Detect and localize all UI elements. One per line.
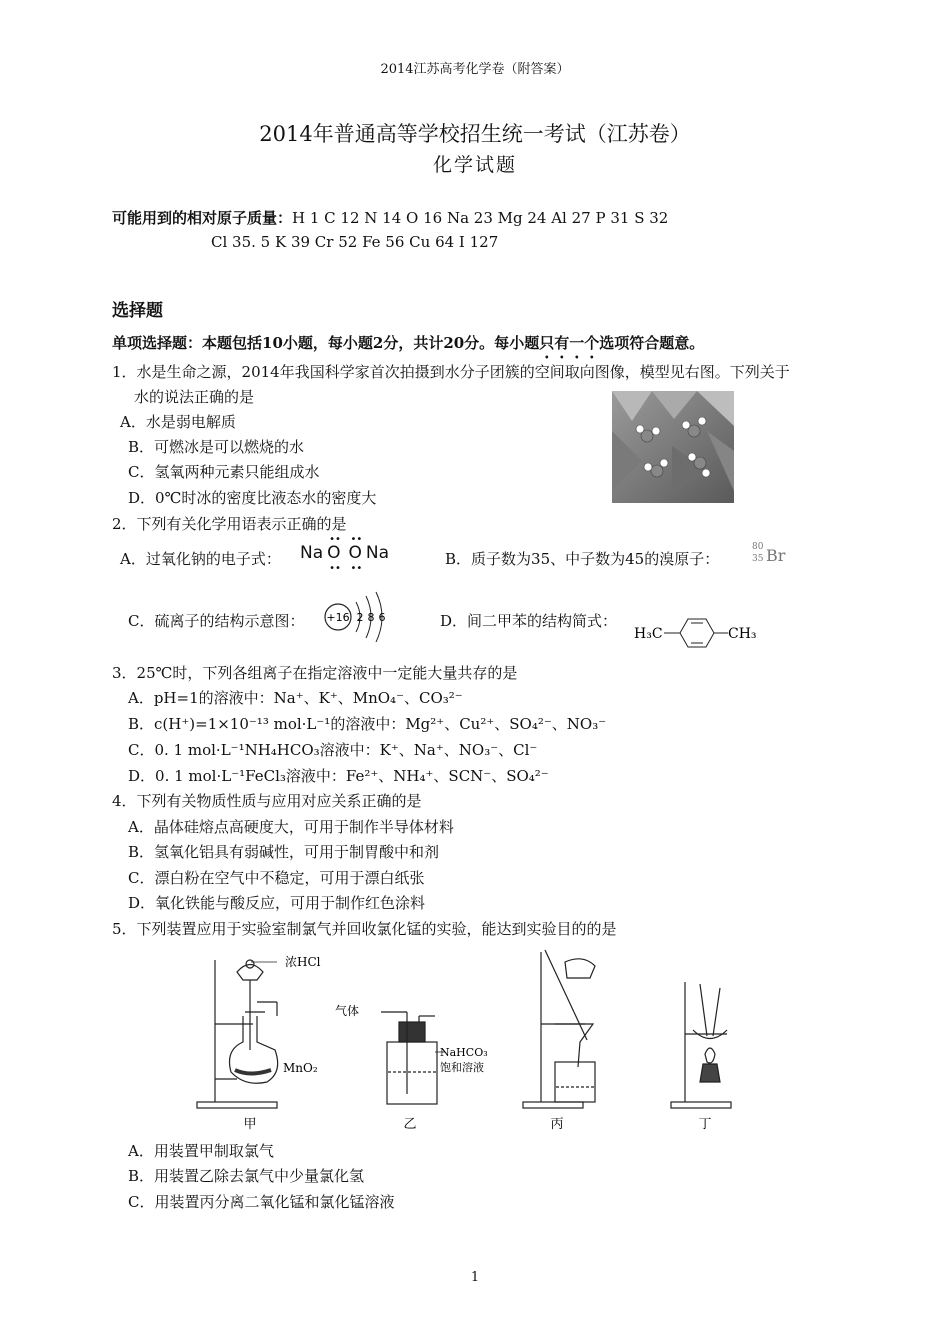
apparatus-jia [197, 960, 278, 1108]
q2-stem: 2．下列有关化学用语表示正确的是 [112, 515, 347, 533]
apparatus-yi [381, 1012, 445, 1104]
label-nahco3: NaHCO₃ [440, 1046, 488, 1059]
instructions-tail: 选项符合题意。 [599, 334, 705, 352]
sulfur-ion-structure-diagram [320, 590, 395, 642]
instructions-main: 单项选择题：本题包括10小题，每小题2分，共计20分。每小题 [112, 334, 540, 352]
label-hcl: 浓HCl [285, 955, 321, 969]
q5-option-c: C．用装置丙分离二氧化锰和氯化锰溶液 [128, 1193, 395, 1211]
shell-3: 6 [378, 611, 386, 624]
caption-bing: 丙 [550, 1117, 564, 1132]
q1-option-a: A．水是弱电解质 [120, 413, 236, 431]
q2-option-c: C．硫离子的结构示意图： [128, 612, 305, 630]
atomic-mass-line1 [112, 207, 668, 228]
na-left: Na [300, 543, 324, 563]
methyl-left: H₃C [634, 626, 663, 642]
instructions-emphasis: 只有一个 [539, 334, 600, 352]
shell-1: 2 [356, 611, 364, 624]
q3-option-c: C．0. 1 mol·L⁻¹NH₄HCO₃溶液中：K⁺、Na⁺、NO₃⁻、Cl⁻ [128, 741, 538, 759]
q5-stem: 5．下列装置应用于实验室制氯气并回收氯化锰的实验，能达到实验目的的是 [112, 920, 617, 938]
page-header: 2014江苏高考化学卷（附答案） [380, 62, 570, 77]
caption-yi: 乙 [403, 1117, 417, 1132]
exam-title: 2014年普通高等学校招生统一考试（江苏卷） [259, 122, 691, 146]
q4-option-c: C．漂白粉在空气中不稳定，可用于漂白纸张 [128, 869, 425, 887]
atomic-mass-values-1: H 1 C 12 N 14 O 16 Na 23 Mg 24 Al 27 P 31 S 32 [292, 209, 669, 227]
q3-option-a: A．pH=1的溶液中：Na⁺、K⁺、MnO₄⁻、CO₃²⁻ [128, 689, 463, 707]
atomic-mass-label: 可能用到的相对原子质量： [112, 209, 293, 227]
instructions [112, 332, 704, 362]
page-number: 1 [470, 1270, 480, 1285]
label-gas: 气体 [335, 1004, 360, 1018]
exam-subtitle: 化学试题 [432, 154, 517, 176]
section-title: 选择题 [112, 301, 163, 321]
apparatus-figure [195, 942, 755, 1132]
q1-stem: 1．水是生命之源，2014年我国科学家首次拍摄到水分子团簇的空间取向图像，模型见右图。下列关于 [112, 363, 790, 381]
q1-stem-cont: 水的说法正确的是 [134, 388, 255, 406]
q2-option-d: D．间二甲苯的结构简式： [440, 612, 618, 630]
methyl-right: CH₃ [728, 626, 757, 642]
q2-option-a: A．过氧化钠的电子式： [120, 550, 281, 568]
q5-option-b: B．用装置乙除去氯气中少量氯化氢 [128, 1167, 365, 1185]
water-cluster-image [612, 391, 734, 503]
label-mno2: MnO₂ [283, 1061, 318, 1075]
sodium-peroxide-electron-formula [300, 534, 390, 574]
na-right: Na [365, 543, 390, 563]
q4-option-d: D．氧化铁能与酸反应，可用于制作红色涂料 [128, 894, 426, 912]
nucleus-charge: +16 [326, 611, 350, 624]
apparatus-bing [523, 950, 595, 1108]
shell-2: 8 [367, 611, 375, 624]
q1-option-c: C．氢氧两种元素只能组成水 [128, 463, 320, 481]
q5-option-a: A．用装置甲制取氯气 [128, 1142, 274, 1160]
xylene-structure [632, 608, 762, 648]
q4-stem: 4．下列有关物质性质与应用对应关系正确的是 [112, 792, 422, 810]
atomic-mass-values-2: Cl 35. 5 K 39 Cr 52 Fe 56 Cu 64 I 127 [211, 233, 499, 251]
apparatus-ding [671, 982, 731, 1108]
oxygen-2: O •• •• [348, 534, 363, 574]
q1-option-b: B．可燃冰是可以燃烧的水 [128, 438, 305, 456]
q1-option-d: D．0℃时冰的密度比液态水的密度大 [128, 489, 377, 507]
oxygen-1: O •• •• [327, 534, 341, 574]
q2-option-b: B．质子数为35、中子数为45的溴原子： [445, 550, 720, 568]
caption-jia: 甲 [243, 1117, 257, 1132]
q4-option-b: B．氢氧化铝具有弱碱性，可用于制胃酸中和剂 [128, 843, 440, 861]
q4-option-a: A．晶体硅熔点高硬度大，可用于制作半导体材料 [128, 818, 454, 836]
q3-option-b: B．c(H⁺)=1×10⁻¹³ mol·L⁻¹的溶液中：Mg²⁺、Cu²⁺、SO₄²⁻、NO₃⁻ [128, 715, 607, 733]
label-saturated-solution: 饱和溶液 [440, 1061, 484, 1074]
caption-ding: 丁 [698, 1117, 712, 1132]
q3-option-d: D．0. 1 mol·L⁻¹FeCl₃溶液中：Fe²⁺、NH₄⁺、SCN⁻、SO₄²⁻ [128, 767, 549, 785]
q3-stem: 3．25℃时，下列各组离子在指定溶液中一定能大量共存的是 [112, 664, 518, 682]
